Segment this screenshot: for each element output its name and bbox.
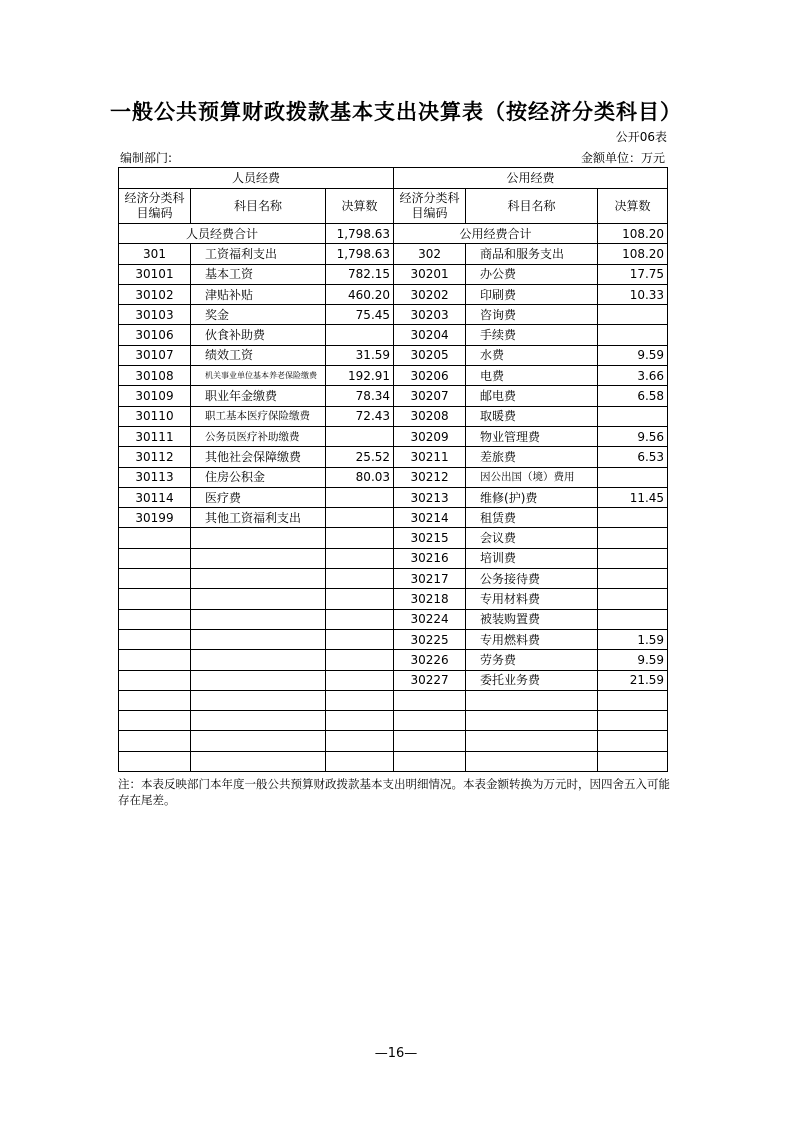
table-row: [119, 690, 668, 710]
personnel-name-cell: 职工基本医疗保险缴费: [191, 406, 326, 426]
code-header: 经济分类科目编码: [119, 189, 191, 224]
public-amount-cell: [598, 751, 668, 771]
public-code-cell: 30201: [394, 264, 466, 284]
personnel-code-cell: [119, 670, 191, 690]
table-row: [119, 467, 668, 487]
table-row: [119, 731, 668, 751]
public-amount-cell: [598, 569, 668, 589]
public-name-cell: 电费: [466, 366, 598, 386]
personnel-group-header: 人员经费: [119, 168, 394, 189]
personnel-amount-cell: 78.34: [326, 386, 394, 406]
personnel-amount-cell: 25.52: [326, 447, 394, 467]
public-code-cell: 30215: [394, 528, 466, 548]
personnel-amount-cell: 75.45: [326, 305, 394, 325]
public-name-cell: 咨询费: [466, 305, 598, 325]
personnel-code-cell: [119, 569, 191, 589]
public-name-cell: 印刷费: [466, 284, 598, 304]
public-amount-cell: [598, 711, 668, 731]
table-row: [119, 386, 668, 406]
public-amount-cell: [598, 467, 668, 487]
public-amount-cell: [598, 305, 668, 325]
personnel-amount-cell: 72.43: [326, 406, 394, 426]
personnel-amount-cell: [326, 690, 394, 710]
personnel-amount-cell: 1,798.63: [326, 244, 394, 264]
public-total-label: 公用经费合计: [394, 224, 598, 244]
public-group-header: 公用经费: [394, 168, 668, 189]
personnel-code-cell: [119, 589, 191, 609]
table-row: [119, 629, 668, 649]
public-code-cell: 30207: [394, 386, 466, 406]
personnel-amount-cell: [326, 670, 394, 690]
table-row: [119, 711, 668, 731]
personnel-code-cell: [119, 690, 191, 710]
personnel-code-cell: [119, 629, 191, 649]
personnel-amount-cell: [326, 650, 394, 670]
amount-header: 决算数: [326, 189, 394, 224]
personnel-name-cell: 津贴补贴: [191, 284, 326, 304]
public-name-cell: 劳务费: [466, 650, 598, 670]
personnel-name-cell: 医疗费: [191, 487, 326, 507]
table-row: [119, 447, 668, 467]
personnel-amount-cell: [326, 528, 394, 548]
public-code-cell: 30216: [394, 548, 466, 568]
personnel-amount-cell: 31.59: [326, 345, 394, 365]
header-row-groups: [119, 168, 668, 189]
personnel-name-cell: [191, 569, 326, 589]
public-name-cell: 水费: [466, 345, 598, 365]
personnel-amount-cell: 192.91: [326, 366, 394, 386]
totals-row: [119, 224, 668, 244]
public-amount-cell: 6.53: [598, 447, 668, 467]
personnel-name-cell: 住房公积金: [191, 467, 326, 487]
personnel-name-cell: [191, 751, 326, 771]
public-amount-cell: 10.33: [598, 284, 668, 304]
table-row: [119, 569, 668, 589]
personnel-amount-cell: [326, 508, 394, 528]
personnel-amount-cell: [326, 325, 394, 345]
personnel-amount-cell: [326, 426, 394, 446]
personnel-name-cell: [191, 629, 326, 649]
public-name-cell: [466, 711, 598, 731]
personnel-amount-cell: 80.03: [326, 467, 394, 487]
table-row: [119, 325, 668, 345]
public-name-cell: 商品和服务支出: [466, 244, 598, 264]
public-amount-cell: [598, 406, 668, 426]
personnel-amount-cell: [326, 711, 394, 731]
public-amount-cell: 9.59: [598, 345, 668, 365]
personnel-name-cell: [191, 609, 326, 629]
personnel-code-cell: 30114: [119, 487, 191, 507]
public-code-cell: [394, 751, 466, 771]
personnel-amount-cell: [326, 569, 394, 589]
personnel-code-cell: 30108: [119, 366, 191, 386]
personnel-code-cell: 30110: [119, 406, 191, 426]
header-row-columns: [119, 189, 668, 224]
code-header: 经济分类科目编码: [394, 189, 466, 224]
public-amount-cell: 17.75: [598, 264, 668, 284]
table-row: [119, 366, 668, 386]
personnel-code-cell: [119, 751, 191, 771]
personnel-name-cell: 公务员医疗补助缴费: [191, 426, 326, 446]
personnel-code-cell: [119, 609, 191, 629]
personnel-name-cell: 绩效工资: [191, 345, 326, 365]
public-amount-cell: 6.58: [598, 386, 668, 406]
public-amount-cell: [598, 508, 668, 528]
personnel-name-cell: 工资福利支出: [191, 244, 326, 264]
public-code-cell: 30206: [394, 366, 466, 386]
public-amount-cell: [598, 325, 668, 345]
public-code-cell: 30212: [394, 467, 466, 487]
personnel-name-cell: 奖金: [191, 305, 326, 325]
table-row: [119, 284, 668, 304]
public-name-cell: [466, 690, 598, 710]
personnel-name-cell: [191, 589, 326, 609]
personnel-code-cell: 301: [119, 244, 191, 264]
personnel-code-cell: 30103: [119, 305, 191, 325]
unit-label: 金额单位：万元: [580, 151, 665, 165]
table-row: [119, 487, 668, 507]
personnel-name-cell: 职业年金缴费: [191, 386, 326, 406]
public-code-cell: 30203: [394, 305, 466, 325]
table-row: [119, 751, 668, 771]
page-number: —16—: [374, 1046, 418, 1061]
personnel-code-cell: 30112: [119, 447, 191, 467]
personnel-name-cell: 基本工资: [191, 264, 326, 284]
public-name-cell: 培训费: [466, 548, 598, 568]
personnel-name-cell: [191, 731, 326, 751]
public-name-cell: 公务接待费: [466, 569, 598, 589]
public-name-cell: 专用材料费: [466, 589, 598, 609]
public-amount-cell: 9.59: [598, 650, 668, 670]
public-amount-cell: [598, 690, 668, 710]
footnote: 注：本表反映部门本年度一般公共预算财政拨款基本支出明细情况。本表金额转换为万元时，因四舍五入可能存在尾差。: [118, 777, 670, 807]
public-amount-cell: 21.59: [598, 670, 668, 690]
public-amount-cell: 11.45: [598, 487, 668, 507]
public-code-cell: 30218: [394, 589, 466, 609]
public-code-cell: 30226: [394, 650, 466, 670]
personnel-name-cell: [191, 528, 326, 548]
personnel-amount-cell: 460.20: [326, 284, 394, 304]
table-row: [119, 609, 668, 629]
personnel-name-cell: [191, 670, 326, 690]
personnel-total-amount: 1,798.63: [326, 224, 394, 244]
personnel-code-cell: 30113: [119, 467, 191, 487]
public-name-cell: 维修(护)费: [466, 487, 598, 507]
public-code-cell: 30208: [394, 406, 466, 426]
public-code-cell: [394, 731, 466, 751]
table-row: [119, 305, 668, 325]
name-header: 科目名称: [466, 189, 598, 224]
table-row: [119, 528, 668, 548]
public-name-cell: 委托业务费: [466, 670, 598, 690]
public-amount-cell: [598, 528, 668, 548]
table-row: [119, 345, 668, 365]
personnel-total-label: 人员经费合计: [119, 224, 326, 244]
table-row: [119, 426, 668, 446]
personnel-code-cell: [119, 528, 191, 548]
personnel-name-cell: [191, 548, 326, 568]
public-amount-cell: [598, 609, 668, 629]
public-code-cell: 30224: [394, 609, 466, 629]
public-name-cell: 物业管理费: [466, 426, 598, 446]
public-name-cell: [466, 731, 598, 751]
table-row: [119, 548, 668, 568]
public-name-cell: [466, 751, 598, 771]
public-code-cell: 30213: [394, 487, 466, 507]
public-code-cell: 30209: [394, 426, 466, 446]
personnel-amount-cell: [326, 609, 394, 629]
table-row: [119, 650, 668, 670]
personnel-name-cell: 伙食补助费: [191, 325, 326, 345]
public-name-cell: 邮电费: [466, 386, 598, 406]
personnel-name-cell: 机关事业单位基本养老保险缴费: [191, 366, 326, 386]
expenditure-table: [118, 167, 668, 772]
public-amount-cell: 9.56: [598, 426, 668, 446]
public-code-cell: 30225: [394, 629, 466, 649]
table-row: [119, 244, 668, 264]
personnel-amount-cell: [326, 487, 394, 507]
personnel-code-cell: 30102: [119, 284, 191, 304]
personnel-code-cell: 30101: [119, 264, 191, 284]
personnel-amount-cell: [326, 629, 394, 649]
table-row: [119, 589, 668, 609]
public-code-cell: 30205: [394, 345, 466, 365]
public-amount-cell: 1.59: [598, 629, 668, 649]
public-name-cell: 专用燃料费: [466, 629, 598, 649]
public-name-cell: 办公费: [466, 264, 598, 284]
personnel-name-cell: [191, 711, 326, 731]
personnel-code-cell: 30111: [119, 426, 191, 446]
public-code-cell: 30227: [394, 670, 466, 690]
form-number: 公开06表: [615, 130, 667, 144]
table-row: [119, 508, 668, 528]
personnel-name-cell: [191, 650, 326, 670]
public-code-cell: [394, 711, 466, 731]
table-row: [119, 264, 668, 284]
public-code-cell: 30211: [394, 447, 466, 467]
personnel-code-cell: 30109: [119, 386, 191, 406]
public-amount-cell: [598, 731, 668, 751]
personnel-amount-cell: [326, 731, 394, 751]
public-code-cell: [394, 690, 466, 710]
public-amount-cell: 3.66: [598, 366, 668, 386]
dept-label: 编制部门:: [120, 151, 173, 165]
public-name-cell: 租赁费: [466, 508, 598, 528]
table-row: [119, 406, 668, 426]
personnel-name-cell: [191, 690, 326, 710]
personnel-code-cell: 30107: [119, 345, 191, 365]
amount-header: 决算数: [598, 189, 668, 224]
public-code-cell: 302: [394, 244, 466, 264]
table-row: [119, 670, 668, 690]
personnel-amount-cell: [326, 548, 394, 568]
personnel-code-cell: [119, 650, 191, 670]
public-amount-cell: 108.20: [598, 244, 668, 264]
public-code-cell: 30217: [394, 569, 466, 589]
public-amount-cell: [598, 548, 668, 568]
personnel-amount-cell: 782.15: [326, 264, 394, 284]
personnel-name-cell: 其他社会保障缴费: [191, 447, 326, 467]
public-name-cell: 因公出国（境）费用: [466, 467, 598, 487]
personnel-amount-cell: [326, 751, 394, 771]
personnel-code-cell: [119, 711, 191, 731]
public-name-cell: 差旅费: [466, 447, 598, 467]
public-name-cell: 手续费: [466, 325, 598, 345]
public-total-amount: 108.20: [598, 224, 668, 244]
personnel-code-cell: 30199: [119, 508, 191, 528]
public-name-cell: 取暖费: [466, 406, 598, 426]
public-code-cell: 30202: [394, 284, 466, 304]
personnel-amount-cell: [326, 589, 394, 609]
table-title: 一般公共预算财政拨款基本支出决算表（按经济分类科目）: [110, 100, 682, 124]
public-name-cell: 被装购置费: [466, 609, 598, 629]
personnel-name-cell: 其他工资福利支出: [191, 508, 326, 528]
personnel-code-cell: [119, 731, 191, 751]
personnel-code-cell: [119, 548, 191, 568]
public-name-cell: 会议费: [466, 528, 598, 548]
public-amount-cell: [598, 589, 668, 609]
name-header: 科目名称: [191, 189, 326, 224]
public-code-cell: 30204: [394, 325, 466, 345]
personnel-code-cell: 30106: [119, 325, 191, 345]
public-code-cell: 30214: [394, 508, 466, 528]
